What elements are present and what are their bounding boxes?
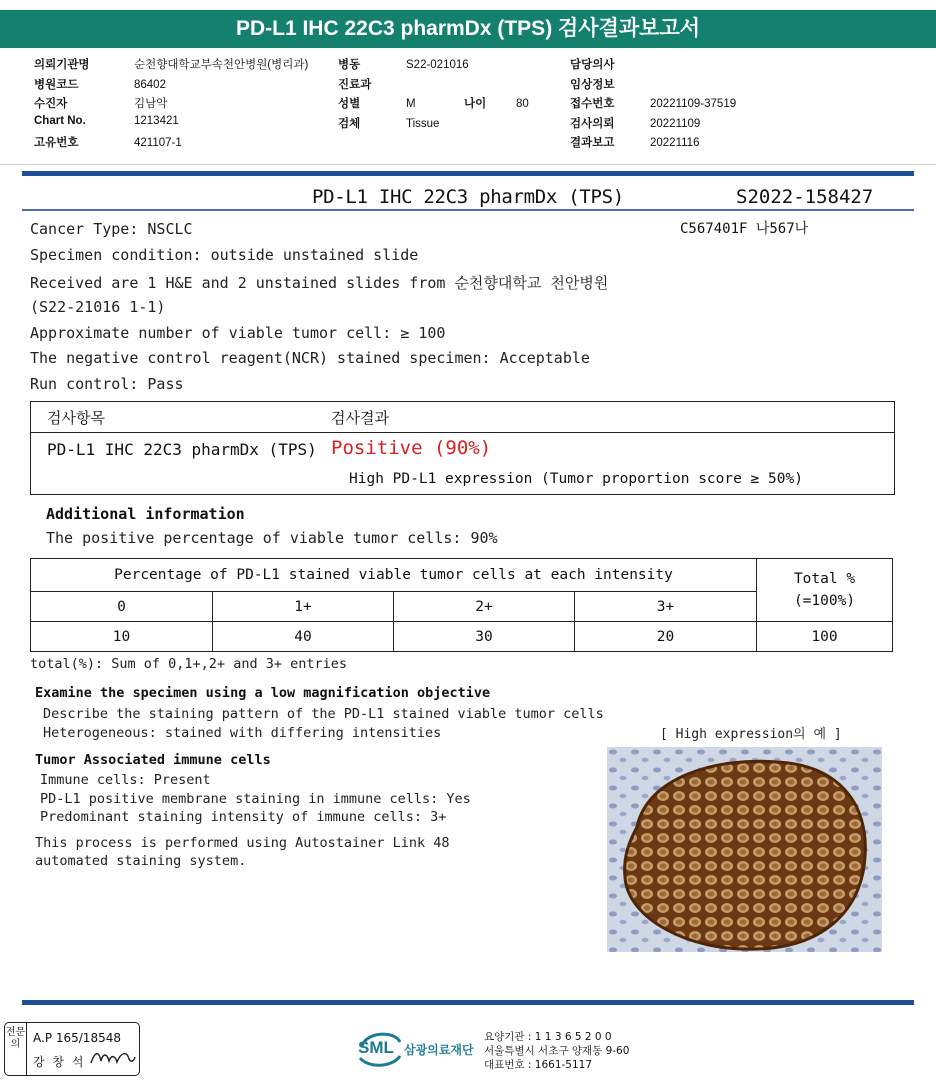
top-rule: [22, 171, 914, 176]
report-title: PD-L1 IHC 22C3 pharmDx (TPS): [312, 186, 624, 208]
immune-line-2: PD-L1 positive membrane staining in immune cells: Yes: [40, 791, 471, 807]
meta-label: 수진자: [34, 98, 68, 110]
examine-line-2: Heterogeneous: stained with differing intensities: [43, 725, 442, 741]
meta-label: 의뢰기관명: [34, 59, 90, 71]
meta-label: 병원코드: [34, 78, 79, 91]
meta-value: 순천향대학교부속천안병원(병리과): [134, 59, 309, 71]
process-line-1: This process is performed using Autostainer Link 48: [35, 835, 450, 851]
process-line-2: automated staining system.: [35, 853, 247, 869]
intensity-header: Percentage of PD-L1 stained viable tumor cells at each intensity: [31, 559, 757, 592]
slide-id: (S22-21016 1-1): [30, 298, 166, 316]
doctor-name: 강 창 석: [33, 1055, 86, 1069]
org-name: 삼광의료재단: [404, 1043, 474, 1057]
meta-col-3: [570, 56, 736, 154]
ap-number: A.P 165/18548: [33, 1031, 121, 1045]
cancer-type: Cancer Type: NSCLC: [30, 220, 193, 238]
specimen-code: C567401F 나567나: [680, 221, 809, 237]
ihc-sample-image: [607, 747, 882, 952]
intensity-col-2: 2+: [394, 592, 575, 622]
signature-box: [4, 1022, 140, 1076]
meta-value: S22-021016: [406, 59, 469, 71]
result-value: Positive (90%): [331, 437, 492, 459]
result-box: [30, 401, 895, 495]
immune-heading: Tumor Associated immune cells: [35, 752, 271, 768]
meta-col-1: [34, 56, 308, 154]
org-info-line-2: 서울특별시 서초구 양재동 9-60: [484, 1045, 630, 1057]
image-caption: [ High expression의 예 ]: [660, 727, 842, 742]
intensity-total: 100: [757, 622, 893, 652]
meta-value: 김남악: [134, 98, 168, 110]
examine-heading: Examine the specimen using a low magnification objective: [35, 685, 491, 701]
meta-value: 20221109-37519: [650, 98, 737, 110]
meta-label: 성별: [338, 98, 361, 110]
org-info-line-1: 요양기관 : 1 1 3 6 5 2 0 0: [484, 1031, 612, 1043]
table-footnote: total(%): Sum of 0,1+,2+ and 3+ entries: [30, 656, 347, 672]
intensity-val-3: 20: [575, 622, 757, 652]
meta-label: 접수번호: [570, 98, 615, 110]
intensity-col-1: 1+: [213, 592, 394, 622]
additional-heading: Additional information: [46, 505, 245, 523]
meta-label: 검체: [338, 117, 361, 130]
total-header: [757, 559, 893, 622]
meta-label: 나이: [464, 98, 487, 110]
additional-text: The positive percentage of viable tumor cells: 90%: [46, 529, 498, 547]
meta-label: 병동: [338, 59, 361, 71]
total-label-2: (=100%): [793, 593, 856, 609]
received-slides: Received are 1 H&E and 2 unstained slides from 순천향대학교 천안병원: [30, 274, 609, 292]
meta-label: 담당의사: [570, 59, 615, 71]
result-header: [31, 402, 894, 433]
bottom-rule: [22, 1000, 914, 1005]
result-note: High PD-L1 expression (Tumor proportion score ≥ 50%): [349, 471, 803, 487]
meta-value: 421107-1: [134, 137, 182, 149]
meta-value: 20221109: [650, 117, 701, 130]
immune-line-1: Immune cells: Present: [40, 772, 211, 788]
ncr-status: The negative control reagent(NCR) stained specimen: Acceptable: [30, 349, 590, 367]
meta-label: 진료과: [338, 78, 372, 91]
intensity-col-0: 0: [31, 592, 213, 622]
result-item: PD-L1 IHC 22C3 pharmDx (TPS): [47, 440, 317, 459]
intensity-col-3: 3+: [575, 592, 757, 622]
meta-label: 고유번호: [34, 137, 79, 149]
logo-text: SML: [358, 1038, 394, 1057]
intensity-val-2: 30: [394, 622, 575, 652]
title-underline: [22, 209, 914, 211]
intensity-val-0: 10: [31, 622, 213, 652]
run-control: Run control: Pass: [30, 375, 184, 393]
org-info: [484, 1030, 629, 1072]
ihc-stain-illustration: [607, 747, 882, 952]
meta-value: Tissue: [406, 117, 440, 130]
report-number: S2022-158427: [736, 186, 874, 208]
meta-value: M: [406, 98, 416, 110]
signature-icon: [89, 1047, 137, 1069]
meta-value: 80: [516, 98, 529, 110]
meta-label: 결과보고: [570, 137, 615, 149]
intensity-val-1: 40: [213, 622, 394, 652]
specialist-label: 전문의: [5, 1023, 27, 1075]
meta-label: 임상정보: [570, 78, 615, 91]
meta-value: 20221116: [650, 137, 700, 149]
specimen-condition: Specimen condition: outside unstained slide: [30, 246, 419, 264]
col-result-label: 검사결과: [331, 409, 389, 427]
meta-label: 검사의뢰: [570, 117, 615, 130]
examine-line-1: Describe the staining pattern of the PD-L1 stained viable tumor cells: [43, 706, 604, 722]
org-info-line-3: 대표번호 : 1661-5117: [484, 1059, 593, 1071]
meta-col-2: [338, 56, 529, 134]
meta-value: 1213421: [134, 114, 179, 127]
viable-cell-count: Approximate number of viable tumor cell: ≥ 100: [30, 324, 446, 342]
report-header-title: PD-L1 IHC 22C3 pharmDx (TPS) 검사결과보고서: [0, 10, 936, 48]
meta-label: Chart No.: [34, 114, 86, 127]
meta-value: 86402: [134, 78, 166, 91]
intensity-table: [30, 558, 893, 652]
total-label-1: Total %: [793, 571, 856, 587]
col-item-label: 검사항목: [47, 409, 105, 427]
immune-line-3: Predominant staining intensity of immune cells: 3+: [40, 809, 447, 825]
